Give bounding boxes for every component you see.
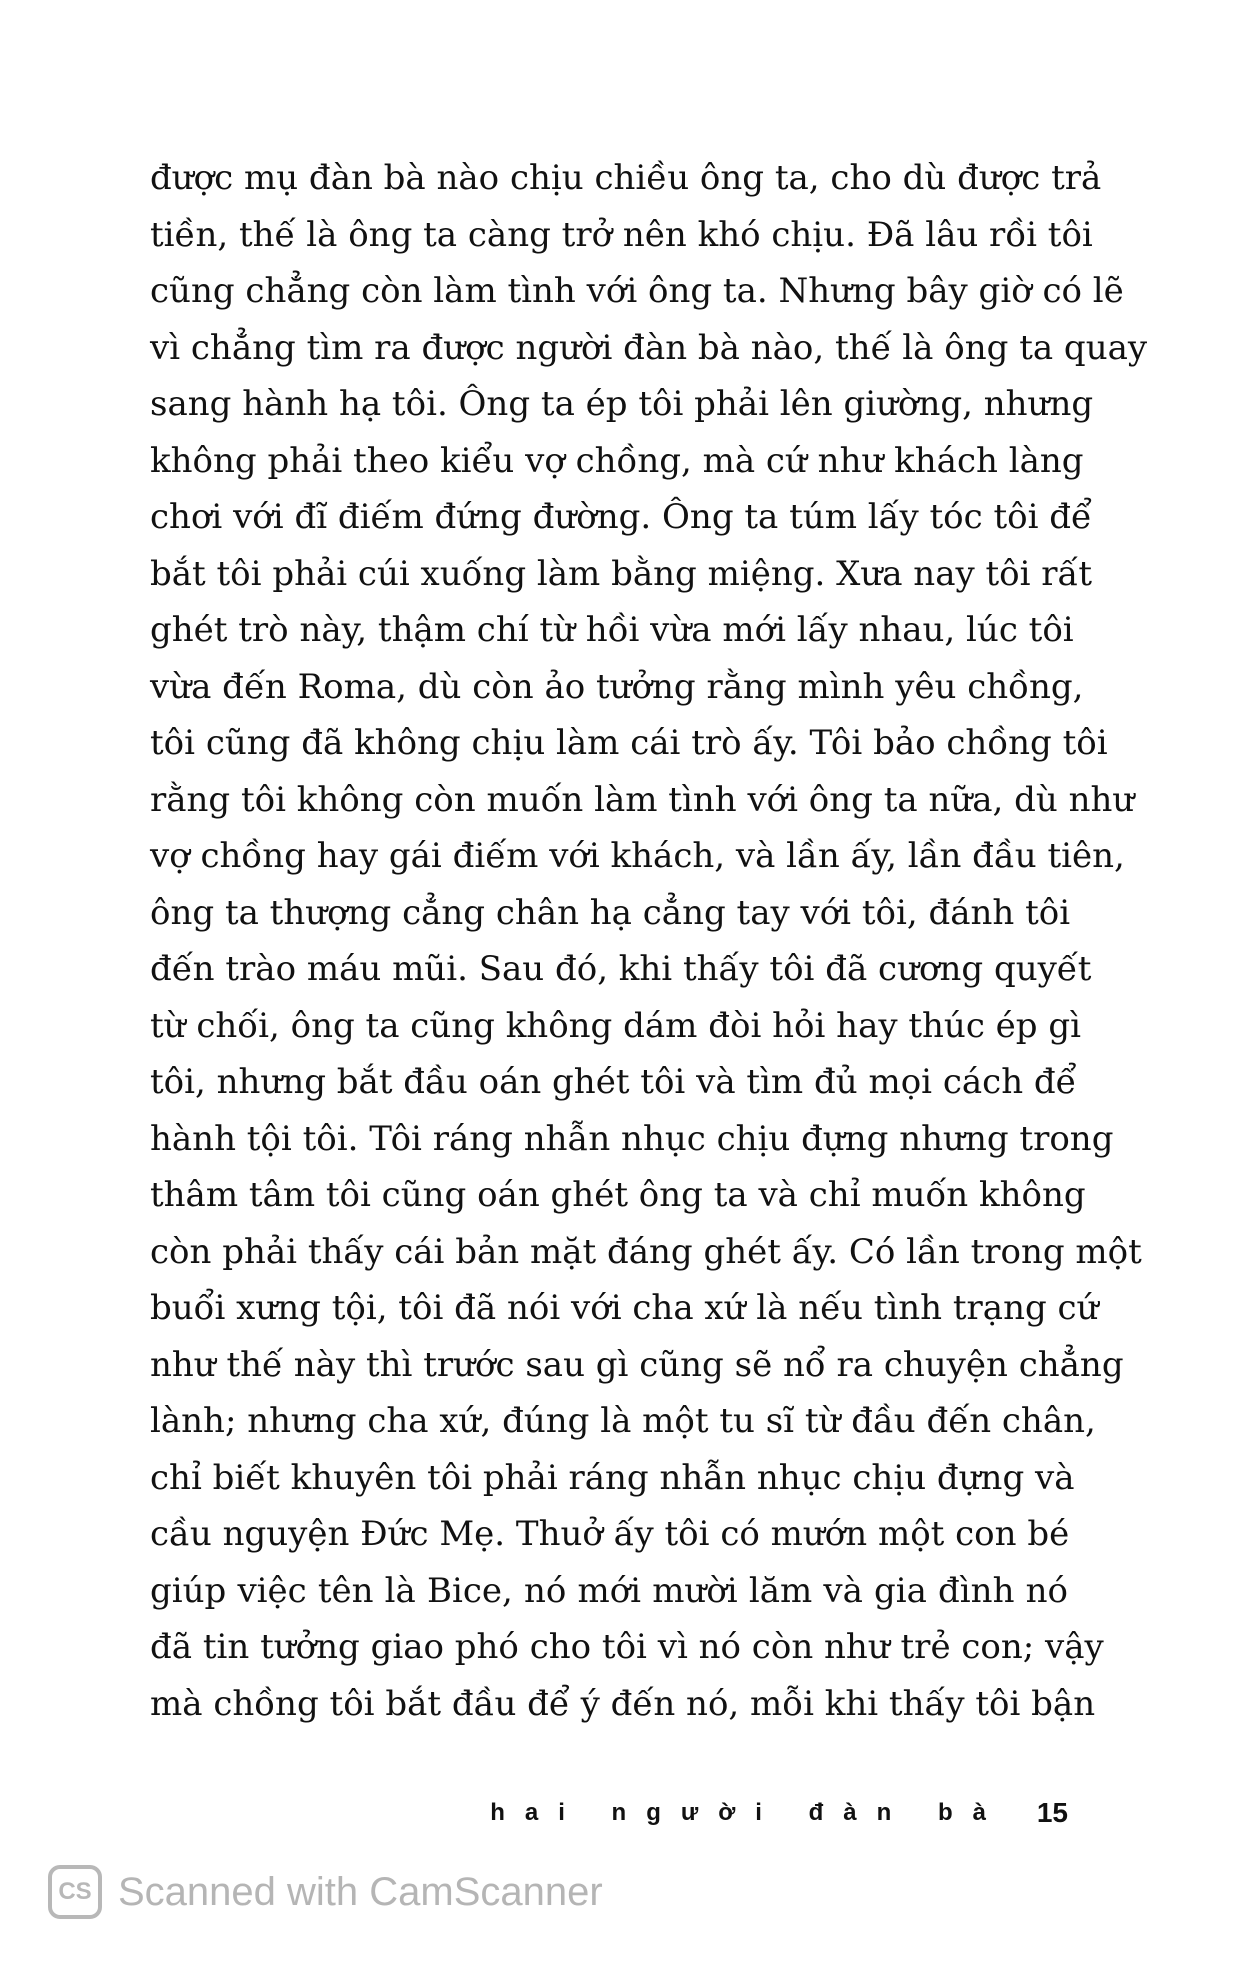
text-line: chơi với đĩ điếm đứng đường. Ông ta túm lấy tóc tôi để [150,497,1092,537]
text-line: hành tội tôi. Tôi ráng nhẫn nhục chịu đựng nhưng trong [150,1118,1114,1159]
text-line: bắt tôi phải cúi xuống làm bằng miệng. Xưa nay tôi rất [150,553,1093,594]
text-line: ông ta thượng cẳng chân hạ cẳng tay với tôi, đánh tôi [150,892,1071,933]
page-number: 15 [1036,1797,1068,1828]
text-line: tiền, thế là ông ta càng trở nên khó chịu. Đã lâu rồi tôi [150,214,1093,255]
text-line: sang hành hạ tôi. Ông ta ép tôi phải lên giường, nhưng [150,384,1094,424]
text-line: đã tin tưởng giao phó cho tôi vì nó còn như trẻ con; vậy [150,1627,1104,1667]
text-line: chỉ biết khuyên tôi phải ráng nhẫn nhục chịu đựng và [150,1457,1075,1498]
text-line: còn phải thấy cái bản mặt đáng ghét ấy. Có lần trong một [150,1231,1142,1272]
running-footer [0,1793,1068,1833]
text-line: từ chối, ông ta cũng không dám đòi hỏi hay thúc ép gì [150,1005,1081,1046]
camscanner-logo-icon: CS [48,1865,102,1919]
text-line: buổi xưng tội, tôi đã nói với cha xứ là nếu tình trạng cứ [150,1288,1099,1328]
text-line: vì chẳng tìm ra được người đàn bà nào, thế là ông ta quay [150,327,1148,368]
text-line: như thế này thì trước sau gì cũng sẽ nổ ra chuyện chẳng [150,1344,1124,1385]
page-body [150,150,1148,1732]
text-line: tôi cũng đã không chịu làm cái trò ấy. Tôi bảo chồng tôi [150,723,1108,763]
text-line: giúp việc tên là Bice, nó mới mười lăm và gia đình nó [150,1570,1068,1611]
text-line: ghét trò này, thậm chí từ hồi vừa mới lấy nhau, lúc tôi [150,610,1074,650]
text-line: được mụ đàn bà nào chịu chiều ông ta, cho dù được trả [150,158,1102,198]
scanner-watermark [48,1862,603,1922]
text-line: thâm tâm tôi cũng oán ghét ông ta và chỉ muốn không [150,1175,1086,1215]
book-title: hai người đàn bà [490,1799,1006,1826]
text-line: không phải theo kiểu vợ chồng, mà cứ như khách làng [150,440,1084,481]
text-line: vợ chồng hay gái điếm với khách, và lần ấy, lần đầu tiên, [150,836,1125,876]
text-line: tôi, nhưng bắt đầu oán ghét tôi và tìm đủ mọi cách để [150,1062,1077,1102]
text-line: cầu nguyện Đức Mẹ. Thuở ấy tôi có mướn một con bé [150,1514,1070,1554]
watermark-text: Scanned with CamScanner [118,1869,603,1914]
text-line: lành; nhưng cha xứ, đúng là một tu sĩ từ đầu đến chân, [150,1401,1096,1441]
text-line: rằng tôi không còn muốn làm tình với ông ta nữa, dù như [150,779,1135,820]
text-line: mà chồng tôi bắt đầu để ý đến nó, mỗi khi thấy tôi bận [150,1683,1096,1724]
text-line: cũng chẳng còn làm tình với ông ta. Nhưng bây giờ có lẽ [150,271,1124,311]
text-line: vừa đến Roma, dù còn ảo tưởng rằng mình yêu chồng, [150,666,1084,707]
text-line: đến trào máu mũi. Sau đó, khi thấy tôi đã cương quyết [150,949,1092,989]
